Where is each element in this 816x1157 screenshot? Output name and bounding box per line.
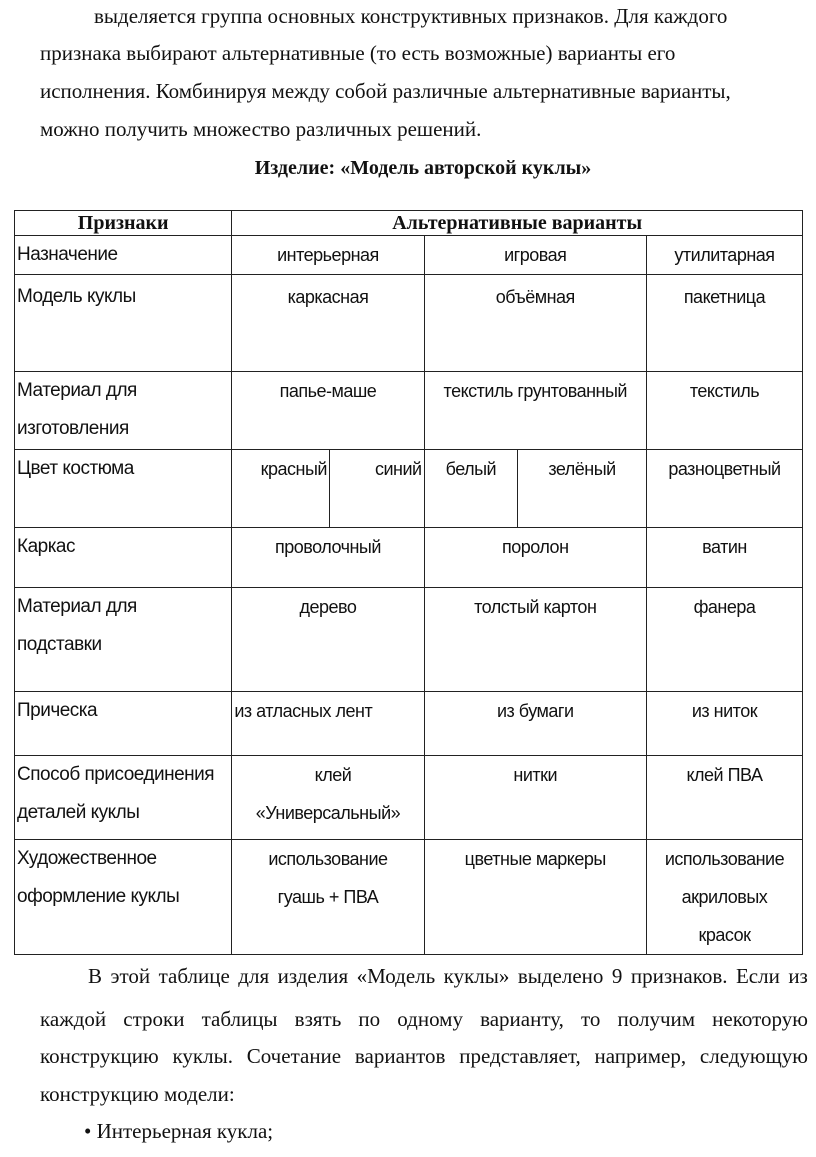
word: взять bbox=[294, 1007, 342, 1031]
option-cell: игровая bbox=[424, 236, 646, 275]
row-label bbox=[15, 372, 232, 450]
row-label: Каркас bbox=[15, 528, 232, 588]
table-row bbox=[15, 840, 803, 955]
option-cell: дерево bbox=[232, 588, 424, 692]
option-cell: красный bbox=[232, 450, 330, 528]
row-label bbox=[15, 588, 232, 692]
option-cell: каркасная bbox=[232, 275, 424, 372]
option-line: использование bbox=[664, 849, 785, 869]
row-label: Цвет костюма bbox=[15, 450, 232, 528]
table-title: Изделие: «Модель авторской куклы» bbox=[254, 157, 592, 179]
word: следующую bbox=[699, 1044, 808, 1068]
word: некоторую bbox=[712, 1007, 808, 1031]
option-line: гуашь + ПВА bbox=[277, 887, 379, 907]
word: например, bbox=[594, 1044, 687, 1068]
option-line: «Универсальный» bbox=[255, 803, 401, 823]
option-cell: текстиль грунтованный bbox=[424, 372, 646, 450]
option-cell: утилитарная bbox=[646, 236, 802, 275]
row-label-line: изготовления bbox=[17, 418, 129, 439]
row-label: Модель куклы bbox=[15, 275, 232, 372]
word: признаков. bbox=[630, 964, 728, 988]
word: этой bbox=[110, 964, 151, 988]
word: для bbox=[238, 964, 270, 988]
table-row bbox=[15, 528, 803, 588]
option-cell bbox=[232, 840, 424, 955]
outro-line-4: конструкцию модели: bbox=[40, 1082, 235, 1106]
table-row bbox=[15, 236, 803, 275]
option-cell bbox=[424, 756, 646, 840]
option-cell: разноцветный bbox=[646, 450, 802, 528]
option-cell: из атласных лент bbox=[232, 692, 424, 756]
option-cell: папье-маше bbox=[232, 372, 424, 450]
row-label bbox=[15, 756, 232, 840]
word: «Модель bbox=[356, 964, 436, 988]
outro-line-1 bbox=[88, 964, 808, 988]
option-line: нитки bbox=[513, 765, 558, 785]
option-line: использование bbox=[268, 849, 388, 869]
row-label-line: Способ присоединения bbox=[17, 764, 215, 785]
word: получим bbox=[617, 1007, 696, 1031]
word: таблице bbox=[158, 964, 230, 988]
option-cell bbox=[646, 756, 802, 840]
word: строки bbox=[123, 1007, 185, 1031]
word: из bbox=[788, 964, 808, 988]
option-line: акриловых bbox=[681, 887, 768, 907]
option-line: красок bbox=[698, 925, 751, 945]
option-cell: из бумаги bbox=[424, 692, 646, 756]
row-label bbox=[15, 840, 232, 955]
option-cell bbox=[232, 756, 424, 840]
row-label-line: Материал для bbox=[17, 596, 137, 617]
word: Если bbox=[735, 964, 780, 988]
option-cell: толстый картон bbox=[424, 588, 646, 692]
option-line: клей ПВА bbox=[686, 765, 763, 785]
word: то bbox=[581, 1007, 601, 1031]
features-table bbox=[14, 210, 803, 955]
row-label-line: подставки bbox=[17, 634, 102, 655]
option-cell: пакетница bbox=[646, 275, 802, 372]
table-row bbox=[15, 372, 803, 450]
word: вариантов bbox=[354, 1044, 446, 1068]
word: 9 bbox=[611, 964, 623, 988]
option-cell: белый bbox=[424, 450, 518, 528]
table-row bbox=[15, 450, 803, 528]
table-header-row bbox=[15, 211, 803, 236]
table-row bbox=[15, 275, 803, 372]
outro-line-3 bbox=[40, 1044, 808, 1068]
bullet-item: • Интерьерная кукла; bbox=[84, 1119, 274, 1143]
row-label-line: деталей куклы bbox=[17, 802, 140, 823]
word: Сочетание bbox=[246, 1044, 342, 1068]
option-cell: текстиль bbox=[646, 372, 802, 450]
row-label: Прическа bbox=[15, 692, 232, 756]
word: куклы» bbox=[443, 964, 510, 988]
word: варианту, bbox=[480, 1007, 564, 1031]
intro-line-4: можно получить множество различных решений. bbox=[40, 117, 482, 141]
intro-line-2: признака выбирают альтернативные (то есть возможные) варианты его bbox=[40, 41, 676, 65]
option-cell: синий bbox=[329, 450, 424, 528]
option-line: клей bbox=[314, 765, 352, 785]
intro-line-1: выделяется группа основных конструктивных признаков. Для каждого bbox=[94, 4, 728, 28]
word: каждой bbox=[40, 1007, 107, 1031]
option-line: цветные маркеры bbox=[464, 849, 606, 869]
word: изделия bbox=[277, 964, 349, 988]
outro-line-2 bbox=[40, 1007, 808, 1031]
option-cell: фанера bbox=[646, 588, 802, 692]
option-cell: поролон bbox=[424, 528, 646, 588]
option-cell: ватин bbox=[646, 528, 802, 588]
row-label: Назначение bbox=[15, 236, 232, 275]
option-cell: интерьерная bbox=[232, 236, 424, 275]
option-cell bbox=[646, 840, 802, 955]
row-label-line: оформление куклы bbox=[17, 886, 180, 907]
table-row bbox=[15, 756, 803, 840]
word: одному bbox=[397, 1007, 463, 1031]
word: выделено bbox=[517, 964, 604, 988]
header-alternatives: Альтернативные варианты bbox=[232, 211, 803, 236]
word: таблицы bbox=[201, 1007, 278, 1031]
option-cell bbox=[424, 840, 646, 955]
word: представляет, bbox=[459, 1044, 581, 1068]
header-features: Признаки bbox=[15, 211, 232, 236]
word: по bbox=[358, 1007, 381, 1031]
option-cell: из ниток bbox=[646, 692, 802, 756]
intro-line-3: исполнения. Комбинируя между собой различные альтернативные варианты, bbox=[40, 79, 731, 103]
option-cell: проволочный bbox=[232, 528, 424, 588]
word: конструкцию bbox=[40, 1044, 159, 1068]
option-cell: зелёный bbox=[518, 450, 647, 528]
row-label-line: Материал для bbox=[17, 380, 137, 401]
table-row bbox=[15, 588, 803, 692]
word: В bbox=[88, 964, 103, 988]
row-label-line: Художественное bbox=[17, 848, 157, 869]
word: куклы. bbox=[172, 1044, 233, 1068]
table-row bbox=[15, 692, 803, 756]
option-cell: объёмная bbox=[424, 275, 646, 372]
